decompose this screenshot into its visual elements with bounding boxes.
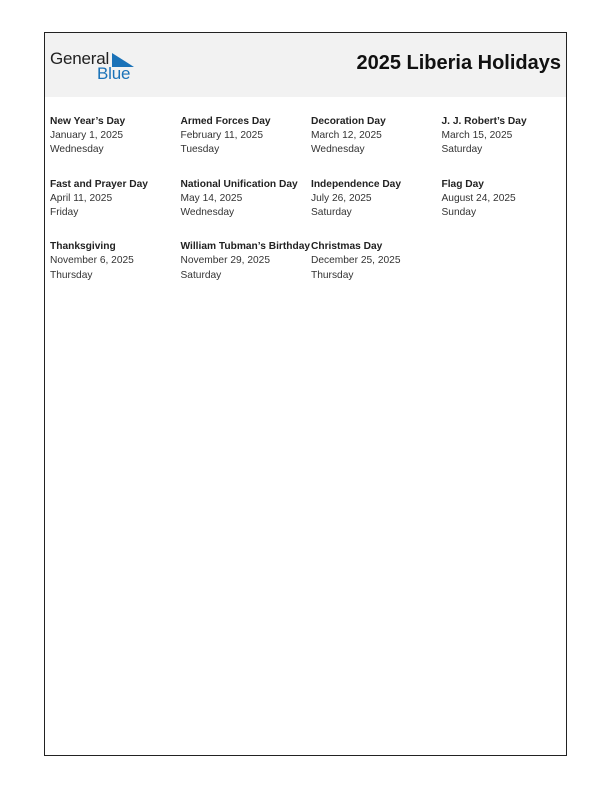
holiday-date: February 11, 2025 [180,130,263,142]
holiday-date: November 6, 2025 [50,255,134,267]
holiday-date: April 11, 2025 [50,192,113,204]
logo-text-general: General [50,49,110,68]
holiday-weekday: Thursday [311,269,354,281]
holiday-date: November 29, 2025 [180,255,270,267]
holiday-name: Thanksgiving [50,241,116,253]
holiday-item [311,115,442,158]
holiday-item [442,115,570,158]
generalblue-logo [50,49,140,83]
page-frame [44,32,567,756]
holiday-name: National Unification Day [180,178,298,190]
holiday-item [311,178,442,221]
holiday-name: Armed Forces Day [180,116,271,127]
header-band [45,33,566,97]
holiday-grid [50,115,570,283]
holiday-weekday: Saturday [311,207,352,219]
holiday-item [50,240,181,283]
holiday-name: Flag Day [441,178,484,190]
holiday-weekday: Saturday [180,269,222,281]
holiday-name: New Year’s Day [50,116,126,127]
holiday-date: December 25, 2025 [311,255,401,267]
holiday-weekday: Sunday [441,207,477,219]
holiday-item [181,240,312,283]
logo-text-blue: Blue [97,64,131,83]
page-title: 2025 Liberia Holidays [356,52,561,74]
holiday-date: May 14, 2025 [180,192,243,204]
holiday-item [181,178,312,221]
holiday-date: January 1, 2025 [50,130,124,142]
holiday-weekday: Saturday [441,144,483,156]
holiday-weekday: Thursday [50,269,93,281]
holiday-item [311,240,442,283]
holiday-date: March 15, 2025 [441,130,513,142]
holiday-item [50,178,181,221]
holiday-name: Fast and Prayer Day [50,178,148,190]
holiday-name: William Tubman’s Birthday [180,241,311,253]
holiday-name: Independence Day [311,178,402,190]
holiday-item [181,115,312,158]
holiday-name: J. J. Robert’s Day [441,116,527,127]
holiday-item [50,115,181,158]
holiday-weekday: Wednesday [311,144,365,156]
holiday-date: July 26, 2025 [311,192,372,204]
holiday-date: August 24, 2025 [441,192,516,204]
holiday-weekday: Tuesday [180,144,220,156]
holiday-weekday: Wednesday [180,207,235,219]
holiday-name: Christmas Day [311,241,383,253]
holiday-weekday: Friday [50,207,79,219]
holiday-weekday: Wednesday [50,144,104,156]
holiday-name: Decoration Day [311,116,386,127]
holiday-item [442,178,570,221]
holiday-date: March 12, 2025 [311,130,382,142]
